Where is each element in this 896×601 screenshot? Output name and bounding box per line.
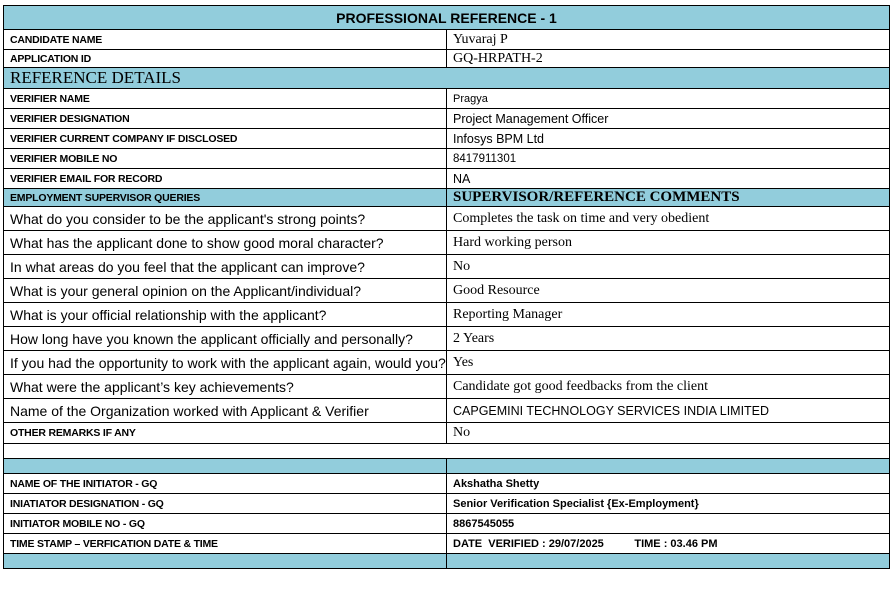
initiator-row xyxy=(4,474,890,494)
row-label: INIATIATOR DESIGNATION - GQ xyxy=(4,494,447,514)
blue-footer-row xyxy=(4,554,447,569)
blue-spacer-cell xyxy=(447,459,890,474)
answer: Good Resource xyxy=(447,279,890,303)
query-row xyxy=(4,351,890,375)
initiator-row xyxy=(4,534,890,554)
initiator-row xyxy=(4,514,890,534)
empty-row xyxy=(4,444,890,459)
row-label: VERIFIER MOBILE NO xyxy=(4,149,447,169)
queries-header-right: SUPERVISOR/REFERENCE COMMENTS xyxy=(447,189,890,207)
row-value: Senior Verification Specialist {Ex-Employment} xyxy=(447,494,890,514)
answer: Hard working person xyxy=(447,231,890,255)
candidate-name-label: CANDIDATE NAME xyxy=(4,30,447,50)
verifier-row xyxy=(4,89,890,109)
query-row xyxy=(4,207,890,231)
verifier-row xyxy=(4,169,890,189)
other-remarks-label: OTHER REMARKS IF ANY xyxy=(4,423,447,444)
query-row xyxy=(4,255,890,279)
other-remarks-value: No xyxy=(447,423,890,444)
verifier-row xyxy=(4,109,890,129)
row-value: 8867545055 xyxy=(447,514,890,534)
professional-reference-table xyxy=(3,5,890,569)
row-label: NAME OF THE INITIATOR - GQ xyxy=(4,474,447,494)
question: What do you consider to be the applicant's strong points? xyxy=(4,207,447,231)
query-row xyxy=(4,303,890,327)
verifier-row xyxy=(4,149,890,169)
answer: CAPGEMINI TECHNOLOGY SERVICES INDIA LIMITED xyxy=(447,399,890,423)
row-label: VERIFIER NAME xyxy=(4,89,447,109)
application-id-label: APPLICATION ID xyxy=(4,50,447,68)
page-title: PROFESSIONAL REFERENCE - 1 xyxy=(4,6,890,30)
row-value: Pragya xyxy=(447,89,890,109)
query-row xyxy=(4,399,890,423)
answer: Reporting Manager xyxy=(447,303,890,327)
question: What is your official relationship with the applicant? xyxy=(4,303,447,327)
question: In what areas do you feel that the applicant can improve? xyxy=(4,255,447,279)
row-value: DATE VERIFIED : 29/07/2025 TIME : 03.46 PM xyxy=(447,534,890,554)
reference-details-heading: REFERENCE DETAILS xyxy=(4,68,890,89)
row-label: TIME STAMP – VERFICATION DATE & TIME xyxy=(4,534,447,554)
question: What is your general opinion on the Applicant/individual? xyxy=(4,279,447,303)
query-row xyxy=(4,279,890,303)
answer: Yes xyxy=(447,351,890,375)
query-row xyxy=(4,231,890,255)
answer: 2 Years xyxy=(447,327,890,351)
question: What has the applicant done to show good moral character? xyxy=(4,231,447,255)
row-label: INITIATOR MOBILE NO - GQ xyxy=(4,514,447,534)
answer: No xyxy=(447,255,890,279)
blue-footer-cell xyxy=(447,554,890,569)
question: Name of the Organization worked with Applicant & Verifier xyxy=(4,399,447,423)
row-value: 8417911301 xyxy=(447,149,890,169)
row-value: NA xyxy=(447,169,890,189)
candidate-name: Yuvaraj P xyxy=(447,30,890,50)
row-value: Project Management Officer xyxy=(447,109,890,129)
blue-spacer-row xyxy=(4,459,447,474)
row-label: VERIFIER EMAIL FOR RECORD xyxy=(4,169,447,189)
question: If you had the opportunity to work with the applicant again, would you? xyxy=(4,351,447,375)
query-row xyxy=(4,327,890,351)
queries-header-left: EMPLOYMENT SUPERVISOR QUERIES xyxy=(4,189,447,207)
question: How long have you known the applicant officially and personally? xyxy=(4,327,447,351)
application-id: GQ-HRPATH-2 xyxy=(447,50,890,68)
answer: Candidate got good feedbacks from the client xyxy=(447,375,890,399)
row-value: Infosys BPM Ltd xyxy=(447,129,890,149)
query-row xyxy=(4,375,890,399)
row-label: VERIFIER DESIGNATION xyxy=(4,109,447,129)
initiator-row xyxy=(4,494,890,514)
verifier-row xyxy=(4,129,890,149)
question: What were the applicant’s key achievements? xyxy=(4,375,447,399)
row-value: Akshatha Shetty xyxy=(447,474,890,494)
answer: Completes the task on time and very obedient xyxy=(447,207,890,231)
row-label: VERIFIER CURRENT COMPANY IF DISCLOSED xyxy=(4,129,447,149)
